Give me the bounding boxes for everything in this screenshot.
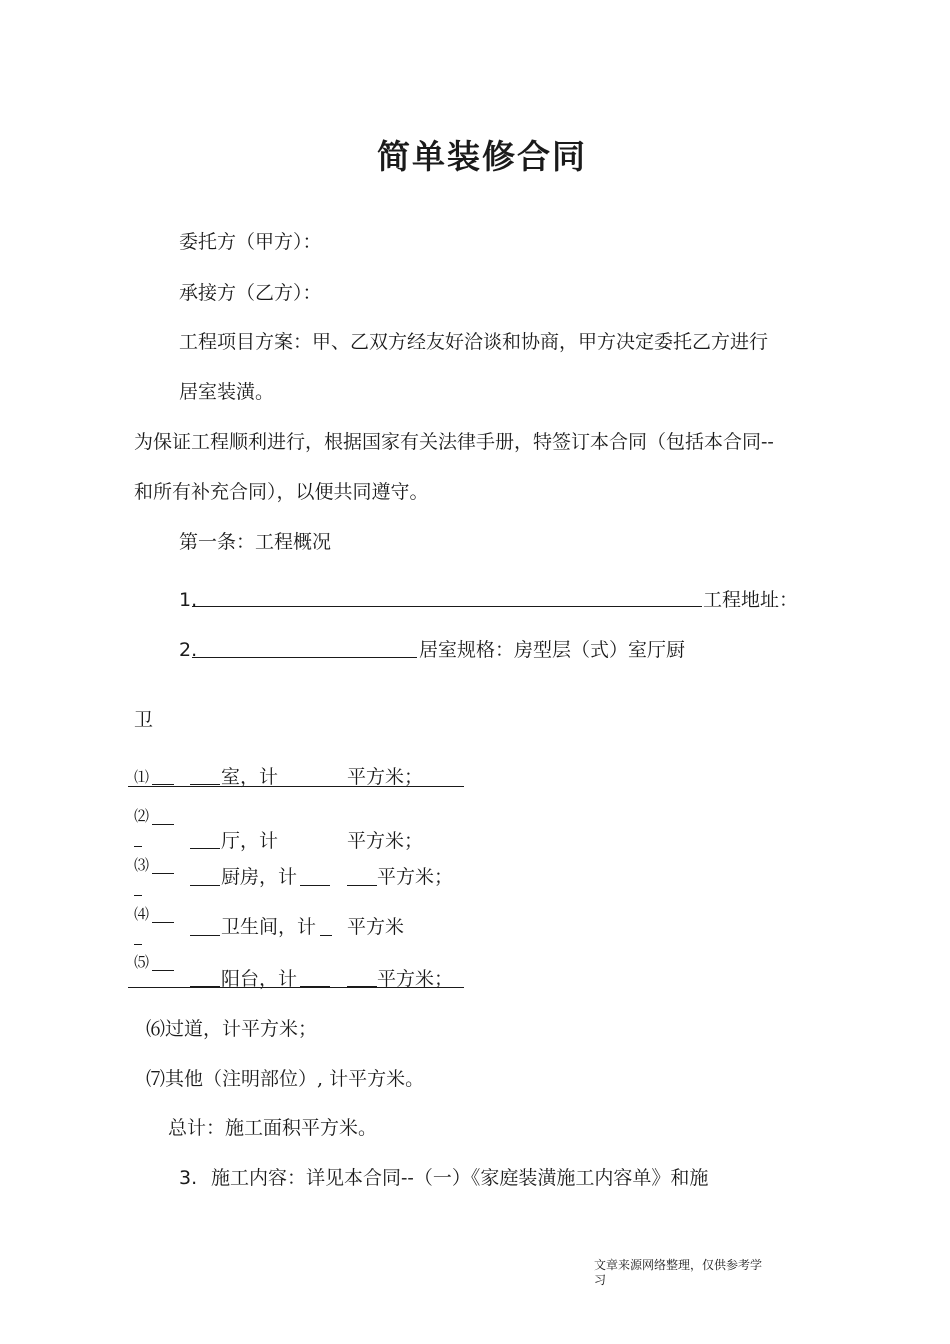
guarantee-paragraph-line2: 和所有补充合同），以便共同遵守。 [134, 481, 429, 503]
room-3-label: 厨房，计 [221, 866, 298, 888]
room-2-unit: 平方米； [347, 830, 424, 852]
room-2-blank-c [134, 846, 142, 847]
item-6-corridor: ⑹过道，计平方米； [146, 1018, 318, 1040]
room-3-blank-d [300, 885, 330, 886]
room-3-blank-a [152, 873, 174, 874]
room-3-blank-e [347, 885, 377, 886]
room-4-blank-c [134, 944, 142, 945]
guarantee-paragraph-line1: 为保证工程顺利进行，根据国家有关法律手册，特签订本合同（包括本合同-- [134, 431, 774, 453]
wei-label: 卫 [134, 709, 154, 731]
room-5-underline [128, 987, 464, 988]
item-3-number: 3. [179, 1167, 198, 1189]
item-3-content: 施工内容：详见本合同--（一）《家庭装潢施工内容单》和施 [211, 1167, 709, 1189]
room-1-unit: 平方米； [347, 766, 424, 788]
address-label: 工程地址： [703, 589, 799, 611]
room-1-underline [128, 786, 464, 787]
room-5-unit: 平方米； [377, 968, 454, 990]
room-1-label: 室，计 [221, 766, 279, 788]
item-1-number: 1. [179, 589, 198, 611]
page-title: 简单装修合同 [377, 137, 587, 176]
project-paragraph-line2: 居室装潢。 [179, 381, 275, 403]
room-spec-label: 居室规格：房型层（式）室厅厨 [419, 639, 686, 661]
room-1-number: ⑴ [134, 768, 150, 786]
room-4-blank-d [320, 935, 332, 936]
room-5-blank-a [152, 970, 174, 971]
item-2-number: 2. [179, 639, 198, 661]
room-2-number: ⑵ [134, 807, 150, 825]
room-5-label: 阳台，计 [221, 968, 298, 990]
room-1-blank-b [190, 784, 220, 785]
room-1-blank-a [152, 784, 174, 785]
room-4-unit: 平方米 [347, 916, 405, 938]
party-b-label: 承接方（乙方）： [179, 282, 322, 304]
article-1-heading: 第一条：工程概况 [179, 531, 332, 553]
room-3-blank-c [134, 895, 142, 896]
room-3-number: ⑶ [134, 856, 150, 874]
room-2-label: 厅，计 [221, 830, 279, 852]
room-4-blank-b [190, 935, 220, 936]
party-a-label: 委托方（甲方）： [179, 231, 322, 253]
room-2-blank-a [152, 824, 174, 825]
address-blank-line [192, 606, 702, 607]
total-area: 总计：施工面积平方米。 [168, 1117, 378, 1139]
room-3-unit: 平方米； [377, 866, 454, 888]
room-spec-blank-line [192, 657, 417, 658]
footer-note-line2: 习 [594, 1273, 607, 1287]
room-2-blank-b [190, 848, 220, 849]
room-4-number: ⑷ [134, 905, 150, 923]
room-3-blank-b [190, 885, 220, 886]
room-4-blank-a [152, 922, 174, 923]
room-5-number: ⑸ [134, 953, 150, 971]
item-7-other: ⑺其他（注明部位）, 计平方米。 [146, 1068, 425, 1090]
room-4-label: 卫生间，计 [221, 916, 317, 938]
footer-note-line1: 文章来源网络整理，仅供参考学 [594, 1258, 763, 1272]
project-paragraph-line1: 工程项目方案：甲、乙双方经友好洽谈和协商，甲方决定委托乙方进行 [179, 331, 769, 353]
